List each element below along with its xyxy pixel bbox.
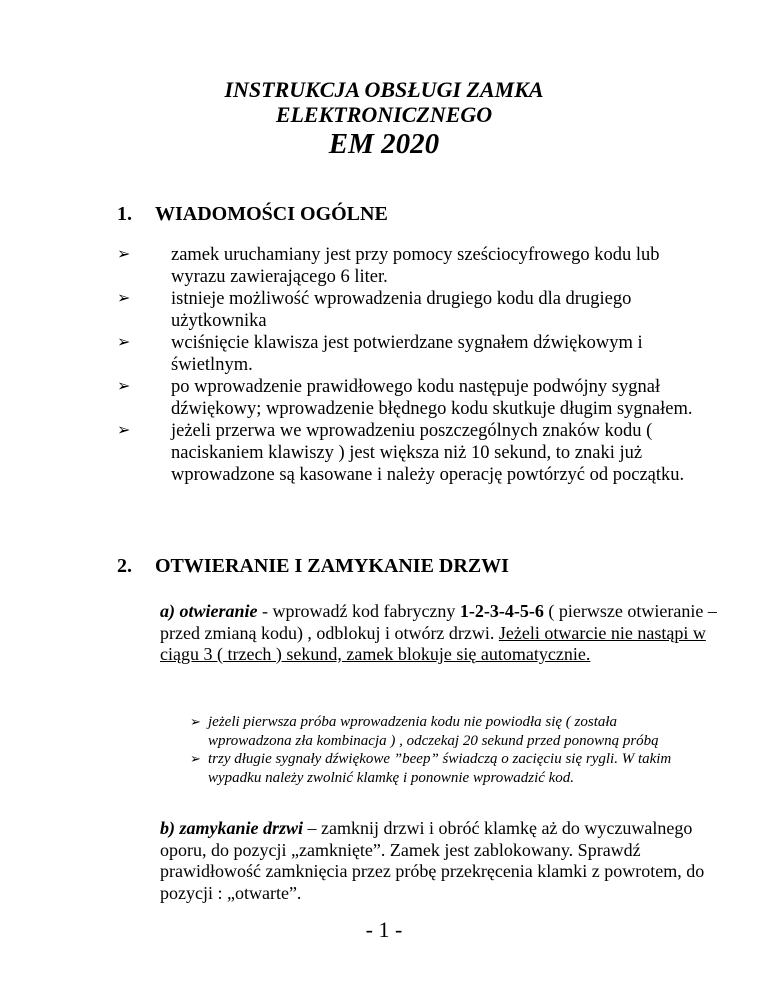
- document-title-line-1: INSTRUKCJA OBSŁUGI ZAMKA: [224, 77, 544, 102]
- section-2-number: 2.: [117, 555, 132, 577]
- auto-lock-warning: Jeżeli otwarcie nie nastąpi w ciągu 3 ( trzech ) sekund, zamek blokuje się automatycznie.: [160, 622, 706, 664]
- opening-text-continued: ( pierwsze otwieranie – przed zmianą kodu) , odblokuj i otwórz drzwi.: [160, 601, 717, 643]
- arrow-bullet-icon: ➢: [117, 246, 131, 263]
- closing-text: – zamknij drzwi i obróć klamkę aż do wyczuwalnego oporu, do pozycji „zamknięte”. Zamek jest zablokowany. Sprawdź prawidłowość zamknięcia przez próbę przekręcenia klamki z powrotem, do pozycji : „otwarte”.: [160, 818, 705, 903]
- list-item: [117, 244, 707, 288]
- opening-paragraph: [160, 601, 720, 666]
- section-1-title: WIADOMOŚCI OGÓLNE: [155, 203, 388, 225]
- bullet-text: po wprowadzenie prawidłowego kodu następuje podwójny sygnał dźwiękowy; wprowadzenie błędnego kodu skutkuje długim sygnałem.: [171, 377, 693, 419]
- arrow-bullet-icon: ➢: [190, 751, 201, 766]
- opening-label: a) otwieranie: [160, 601, 258, 621]
- arrow-bullet-icon: ➢: [117, 334, 131, 351]
- section-2-heading: [117, 554, 509, 578]
- document-title-line-2: ELEKTRONICZNEGO: [275, 102, 493, 127]
- page-number: - 1 -: [365, 917, 403, 942]
- list-item: [117, 376, 707, 420]
- bullet-text: istnieje możliwość wprowadzenia drugiego kodu dla drugiego użytkownika: [171, 289, 632, 331]
- opening-text: - wprowadź kod fabryczny: [257, 601, 460, 621]
- list-item: [117, 332, 707, 376]
- list-item: [117, 288, 707, 332]
- arrow-bullet-icon: ➢: [190, 714, 201, 729]
- section-1-number: 1.: [117, 203, 132, 225]
- list-item: [190, 713, 690, 750]
- list-item: [190, 750, 690, 787]
- closing-label: b) zamykanie drzwi: [160, 818, 304, 838]
- note-text: jeżeli pierwsza próba wprowadzenia kodu nie powiodła się ( została wprowadzona zła kombinacja ) , odczekaj 20 sekund przed ponowną próbą: [208, 714, 659, 749]
- arrow-bullet-icon: ➢: [117, 422, 131, 439]
- section-1-heading: [117, 202, 388, 226]
- closing-paragraph: [160, 818, 720, 904]
- list-item: [117, 420, 707, 486]
- opening-notes-list: [190, 713, 690, 787]
- note-text: trzy długie sygnały dźwiękowe ”beep” świadczą o zacięciu się rygli. W takim wypadku należy zwolnić klamkę i ponownie wprowadzić kod.: [208, 751, 672, 786]
- document-title-model: EM 2020: [328, 128, 440, 160]
- bullet-text: wciśnięcie klawisza jest potwierdzane sygnałem dźwiękowym i świetlnym.: [171, 333, 643, 375]
- arrow-bullet-icon: ➢: [117, 290, 131, 307]
- section-2-title: OTWIERANIE I ZAMYKANIE DRZWI: [155, 555, 509, 577]
- section-1-bullet-list: [117, 244, 707, 486]
- arrow-bullet-icon: ➢: [117, 378, 131, 395]
- bullet-text: zamek uruchamiany jest przy pomocy sześciocyfrowego kodu lub wyrazu zawierającego 6 liter.: [171, 245, 660, 287]
- factory-code: 1-2-3-4-5-6: [459, 601, 544, 621]
- bullet-text: jeżeli przerwa we wprowadzeniu poszczególnych znaków kodu ( naciskaniem klawiszy ) jest większa niż 10 sekund, to znaki już wprowadzone są kasowane i należy operację powtórzyć od początku.: [171, 421, 685, 485]
